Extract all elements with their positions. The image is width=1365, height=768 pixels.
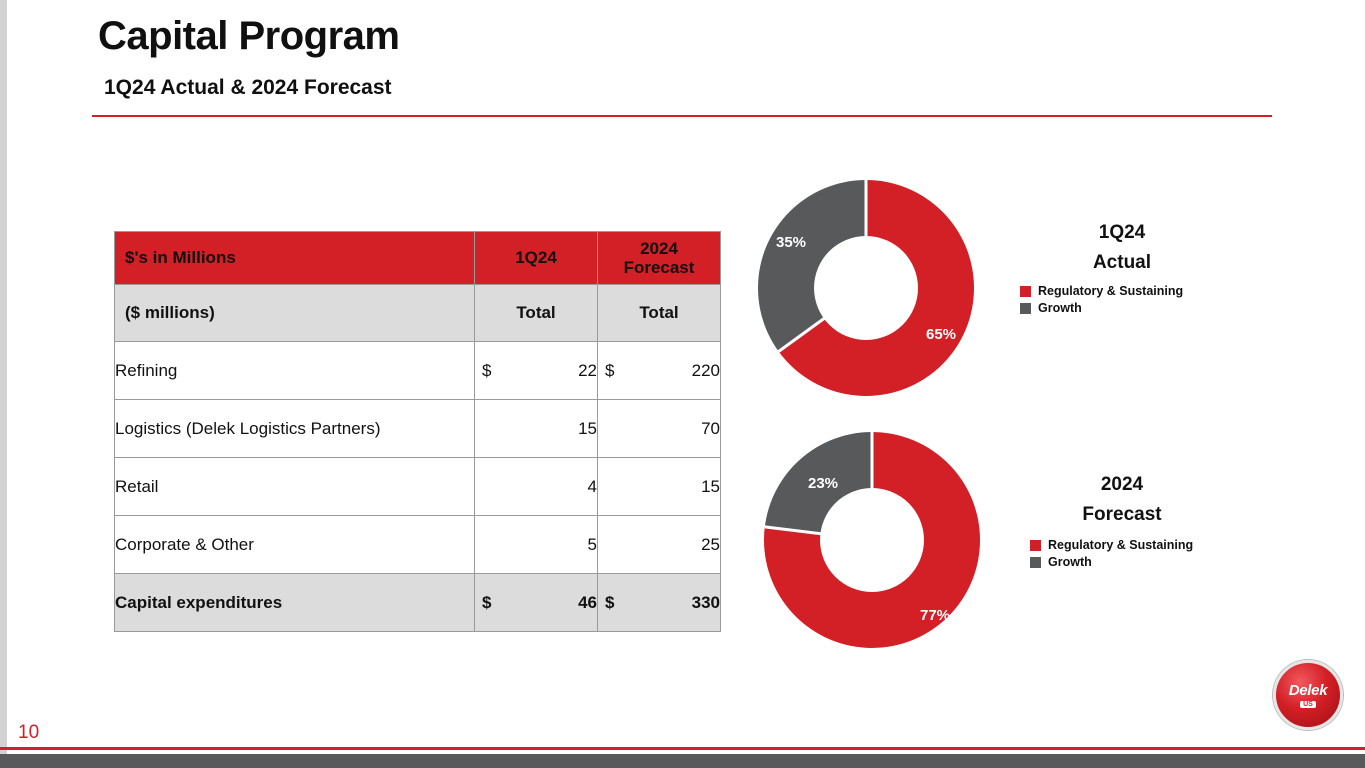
- value: 25: [701, 534, 720, 554]
- page-title: Capital Program: [98, 14, 400, 58]
- donut-1-label-regulatory: 65%: [926, 326, 957, 343]
- header-units-label: $'s in Millions: [115, 232, 475, 285]
- header-col-2024-forecast: [598, 232, 721, 285]
- chart-2-title-line2: Forecast: [1082, 504, 1162, 526]
- row-value-2024: [598, 400, 721, 458]
- chart-1-title: [1032, 218, 1212, 279]
- legend-item-regulatory: [1030, 538, 1193, 552]
- value: 22: [578, 360, 597, 380]
- legend-item-regulatory: [1020, 284, 1183, 298]
- chart-1-legend: [1020, 284, 1183, 318]
- slice-separator: [865, 180, 868, 288]
- table-header-row: [115, 232, 721, 285]
- currency-symbol: $: [482, 592, 492, 612]
- row-label: Corporate & Other: [115, 516, 475, 574]
- row-value-1q24: [475, 458, 598, 516]
- row-value-2024: [598, 458, 721, 516]
- value: 330: [691, 592, 720, 612]
- page-subtitle: 1Q24 Actual & 2024 Forecast: [104, 76, 392, 99]
- row-label: Refining: [115, 342, 475, 400]
- value: 70: [701, 418, 720, 438]
- legend-swatch-grey-icon: [1020, 303, 1031, 314]
- delek-logo: [1273, 660, 1343, 730]
- donut-2-label-growth: 23%: [808, 475, 839, 492]
- row-value-1q24: [475, 516, 598, 574]
- left-accent-bar: [0, 0, 7, 768]
- table-subheader-row: [115, 285, 721, 342]
- legend-swatch-red-icon: [1030, 540, 1041, 551]
- total-value-2024: [598, 574, 721, 632]
- table-row: [115, 516, 721, 574]
- value: 4: [587, 476, 597, 496]
- header-col-2024-line1: 2024: [640, 238, 678, 258]
- table-row: [115, 400, 721, 458]
- currency-symbol: $: [605, 592, 615, 612]
- donut-1-label-growth: 35%: [776, 234, 807, 251]
- currency-symbol: $: [605, 360, 615, 380]
- value: 15: [701, 476, 720, 496]
- legend-swatch-red-icon: [1020, 286, 1031, 297]
- capital-table: [114, 231, 720, 632]
- total-label: Capital expenditures: [115, 574, 475, 632]
- value: 5: [587, 534, 597, 554]
- legend-label: Regulatory & Sustaining: [1048, 538, 1194, 552]
- currency-symbol: $: [482, 360, 492, 380]
- donut-2-label-regulatory: 77%: [920, 607, 951, 624]
- table-row: [115, 342, 721, 400]
- footer-accent-rule: [0, 747, 1365, 750]
- chart-2-legend: [1030, 538, 1193, 572]
- value: 15: [578, 418, 597, 438]
- subheader-millions-label: ($ millions): [115, 285, 475, 342]
- chart-2-title-line1: 2024: [1100, 474, 1144, 495]
- header-col-1q24: 1Q24: [475, 232, 598, 285]
- legend-label: Growth: [1048, 555, 1092, 569]
- row-value-2024: [598, 342, 721, 400]
- chart-2-title: [1032, 470, 1212, 531]
- total-value-1q24: [475, 574, 598, 632]
- value: 220: [691, 360, 720, 380]
- value: 46: [578, 592, 597, 612]
- slice-separator: [871, 432, 874, 540]
- legend-item-growth: [1030, 555, 1193, 569]
- table-total-row: [115, 574, 721, 632]
- footer-bar: [0, 754, 1365, 768]
- logo-sub: US: [1300, 701, 1316, 708]
- legend-swatch-grey-icon: [1030, 557, 1041, 568]
- chart-1-title-line1: 1Q24: [1098, 222, 1146, 243]
- header-col-2024-line2: Forecast: [623, 258, 695, 277]
- row-label: Logistics (Delek Logistics Partners): [115, 400, 475, 458]
- legend-label: Growth: [1038, 301, 1082, 315]
- donut-chart-1q24-actual: [758, 180, 974, 396]
- page-number: 10: [18, 722, 40, 743]
- legend-item-growth: [1020, 301, 1183, 315]
- subheader-total-2: Total: [598, 285, 721, 342]
- row-label: Retail: [115, 458, 475, 516]
- row-value-1q24: [475, 342, 598, 400]
- legend-label: Regulatory & Sustaining: [1038, 284, 1184, 298]
- table-row: [115, 458, 721, 516]
- title-divider: [92, 115, 1272, 117]
- subheader-total-1: Total: [475, 285, 598, 342]
- chart-1-title-line2: Actual: [1092, 252, 1152, 274]
- row-value-2024: [598, 516, 721, 574]
- row-value-1q24: [475, 400, 598, 458]
- logo-wordmark: Delek: [1288, 682, 1328, 699]
